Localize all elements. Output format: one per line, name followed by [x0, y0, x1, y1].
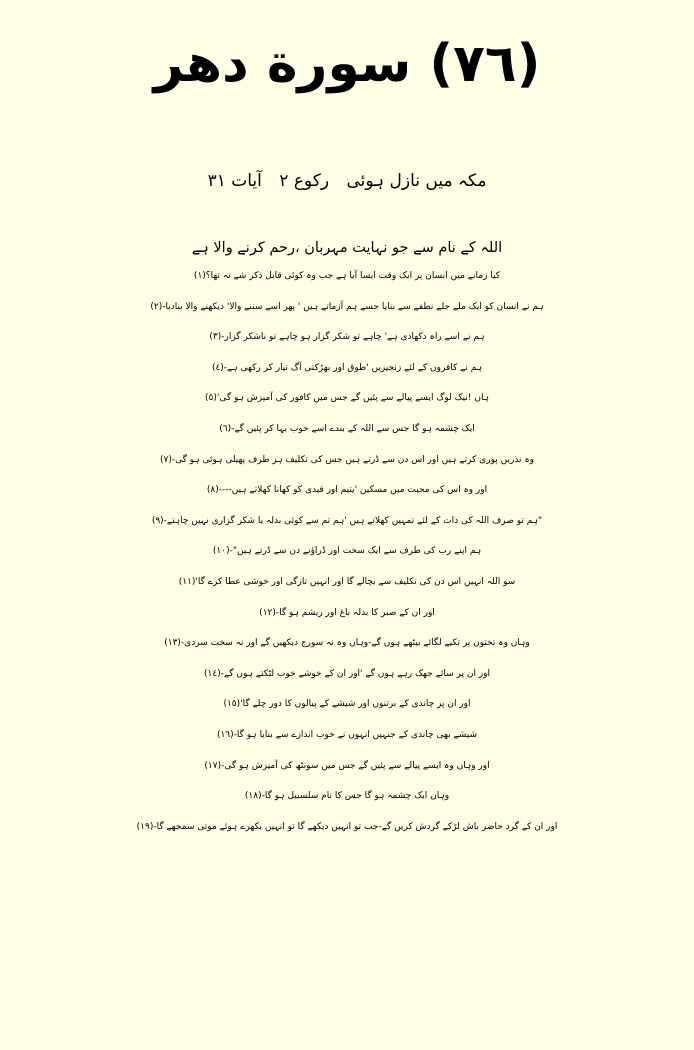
verse-15: اور ان پر چاندی کے برتنوں اور شیشے کے پیالوں کا دور چلے گا'(١٥): [223, 699, 471, 710]
verse-10: ہم اپنے رب کی طرف سے ایک سخت اور ڈراؤنے دن سے ڈرتے ہیں"-(١٠): [212, 546, 482, 557]
ruku-count: رکوع ٢: [279, 171, 330, 191]
surah-title: (٧٦) سورة دھر: [153, 34, 541, 94]
verse-18: وہاں ایک چشمہ ہو گا جس کا نام سلسبیل ہو گا-(١٨): [244, 791, 450, 802]
bismillah: اللہ کے نام سے جو نہایت مہربان ،رحم کرنے والا ہے: [191, 240, 503, 256]
verse-17: اور وہاں وہ ایسے پیالے سے پئیں گے جس میں سونٹھ کی آمیزش ہو گی-(١٧): [204, 760, 490, 771]
verse-5: ہاں !نیک لوگ ایسے پیالے سے پئیں گے جس میں کافور کی آمیزش ہو گی'(٥): [204, 393, 490, 404]
verse-8: اور وہ اس کی محبت میں مسکین 'یتیم اور قیدی کو کھانا کھلاتے ہیں----(٨): [206, 485, 488, 496]
verse-16: شیشے بھی چاندی کے جنہیں انہوں نے خوب اندازے سے بنایا ہو گا-(١٦): [216, 729, 478, 740]
surah-meta: [0, 168, 694, 194]
ayat-count: آیات ٣١: [207, 171, 262, 191]
verse-7: وہ نذریں پوری کرتے ہیں اور اس دن سے ڈرتے ہیں جس کی تکلیف ہر طرف پھیلی ہوئی ہو گی-(٧): [159, 454, 535, 465]
verse-19: اور ان کے گرد حاضر باش لڑکے گردش کریں گے-جب تو انہیں دیکھے گا تو انہیں بکھرے ہوئے موتی سمجھے گا-(١٩): [136, 821, 558, 832]
verse-list: [0, 261, 694, 842]
revelation-place: مکہ میں نازل ہوئی: [346, 171, 487, 191]
verse-2: ہم نے انسان کو ایک ملے جلے نطفے سے بنایا جسے ہم آزماتے ہیں ' پھر اسے سننے والا' دیکھنے والا بنادیا-(٢): [150, 301, 544, 312]
verse-4: ہم نے کافروں کے لئے زنجیریں 'طوق اور بھڑکتی آگ تیار کر رکھی ہے-(٤): [211, 362, 483, 373]
verse-3: ہم نے اسے راہ دکھادی ہے' چاہے تو شکر گزار ہو چاہے تو ناشکر گزار-(٣): [209, 332, 485, 343]
verse-6: ایک چشمہ ہو گا جس سے اللہ کے بندے اسے خوب بہا کر پئیں گے-(٦): [219, 423, 475, 434]
verse-14: اور ان پر سائے جھک رہے ہوں گے 'اور ان کے خوشے خوب لٹکتے ہوں گے-(١٤): [204, 668, 490, 679]
verse-11: سو اللہ انہیں اس دن کی تکلیف سے بچالے گا اور انہیں تازگی اور خوشی عطا کرے گا'(١١): [178, 576, 516, 587]
verse-1: کیا زمانے میں انسان پر ایک وقت ایسا آیا ہے جب وہ کوئی قابل ذکر شے نہ تھا؟(١): [193, 271, 501, 281]
verse-13: وہاں وہ تختوں پر تکیے لگائے بیٹھے ہوں گے-وہاں وہ نہ سورج دیکھیں گے اور نہ سخت سردی-(١٣): [164, 638, 530, 649]
verse-12: اور ان کے صبر کا بدلہ باغ اور ریشم ہو گا-(١٢): [259, 607, 435, 618]
verse-9: "ہم تو صرف اللہ کی ذات کے لئے تمہیں کھلاتے ہیں 'ہم تم سے کوئی بدلہ یا شکر گزاری نہیں چاہتے-(٩): [151, 515, 543, 526]
